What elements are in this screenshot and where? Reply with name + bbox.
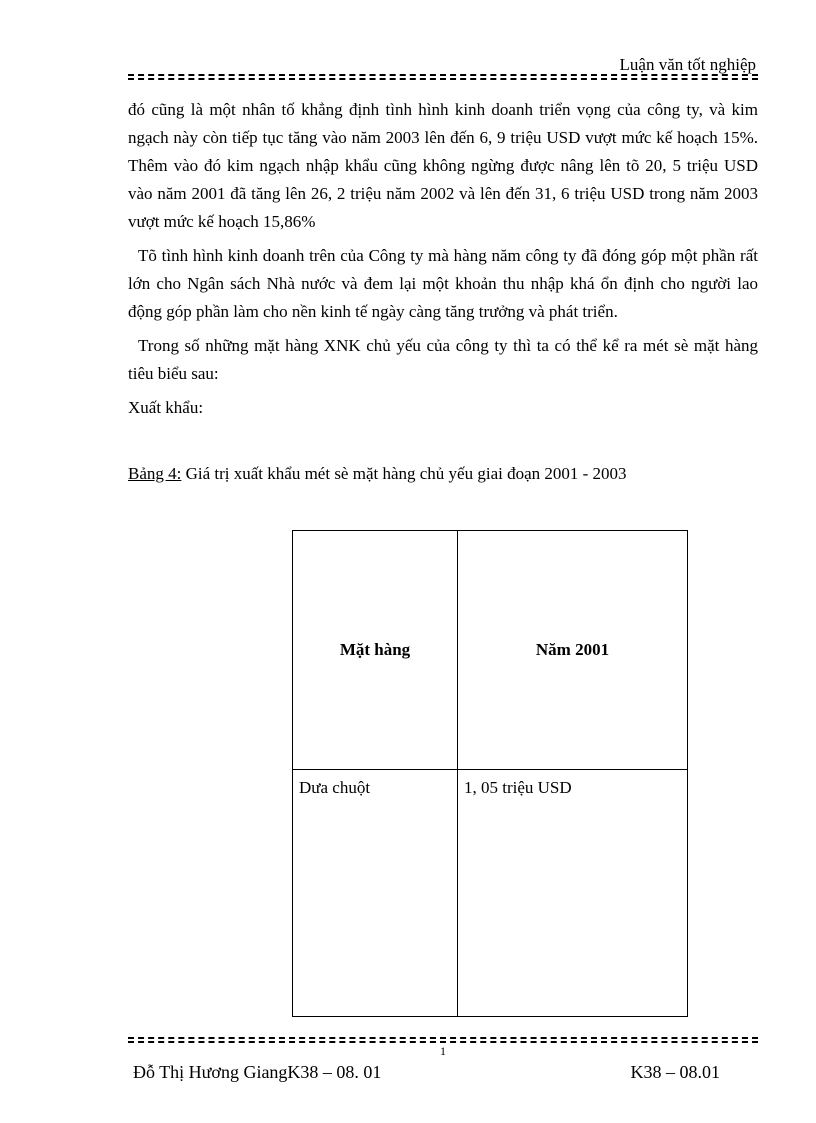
header-cell-product: Mặt hàng [293,531,458,770]
cell-value-2001: 1, 05 triệu USD [458,770,688,1017]
header-cell-year-2001: Năm 2001 [458,531,688,770]
footer-divider [128,1037,758,1039]
header-divider [128,74,758,76]
paragraph-1: đó cũng là một nhân tố khẳng định tình hình kinh doanh triển vọng của công ty, và kim ngạch này còn tiếp tục tăng vào năm 2003 lên đến 6, 9 triệu USD vượt mức kế hoạch 15%. Thêm vào đó kim ngạch nhập khẩu cũng không ngừng được nâng lên tõ 20, 5 triệu USD vào năm 2001 đã tăng lên 26, 2 triệu năm 2002 và lên đến 31, 6 triệu USD trong năm 2003 vượt mức kế hoạch 15,86% [128,100,758,231]
paragraph-2: Tõ tình hình kinh doanh trên của Công ty mà hàng năm công ty đã đóng góp một phần rất lớn cho Ngân sách Nhà nước và đem lại một khoản thu nhập khá ổn định cho người lao động góp phần làm cho nền kinh tế ngày càng tăng trưởng và phát triển. [128,246,758,321]
table-caption-label: Bảng 4: [128,464,182,483]
export-table [292,530,688,1017]
cell-product-name: Dưa chuột [293,770,458,1017]
footer-author: Đỗ Thị Hương GiangK38 – 08. 01 [133,1062,382,1082]
page-number: 1 [440,1044,446,1058]
body-text [128,96,758,422]
table-caption-text: Giá trị xuất khẩu mét sè mặt hàng chủ yếu giai đoạn 2001 - 2003 [181,464,627,483]
footer-class-code: K38 – 08.01 [630,1062,720,1082]
table-caption [128,464,627,484]
paragraph-4: Xuất khẩu: [128,398,204,417]
running-header-title: Luận văn tốt nghiệp [619,55,756,74]
table-row [293,770,688,1017]
table-header-row [293,531,688,770]
paragraph-3: Trong số những mặt hàng XNK chủ yếu của công ty thì ta có thể kể ra mét sè mặt hàng tiêu biểu sau: [128,336,758,383]
